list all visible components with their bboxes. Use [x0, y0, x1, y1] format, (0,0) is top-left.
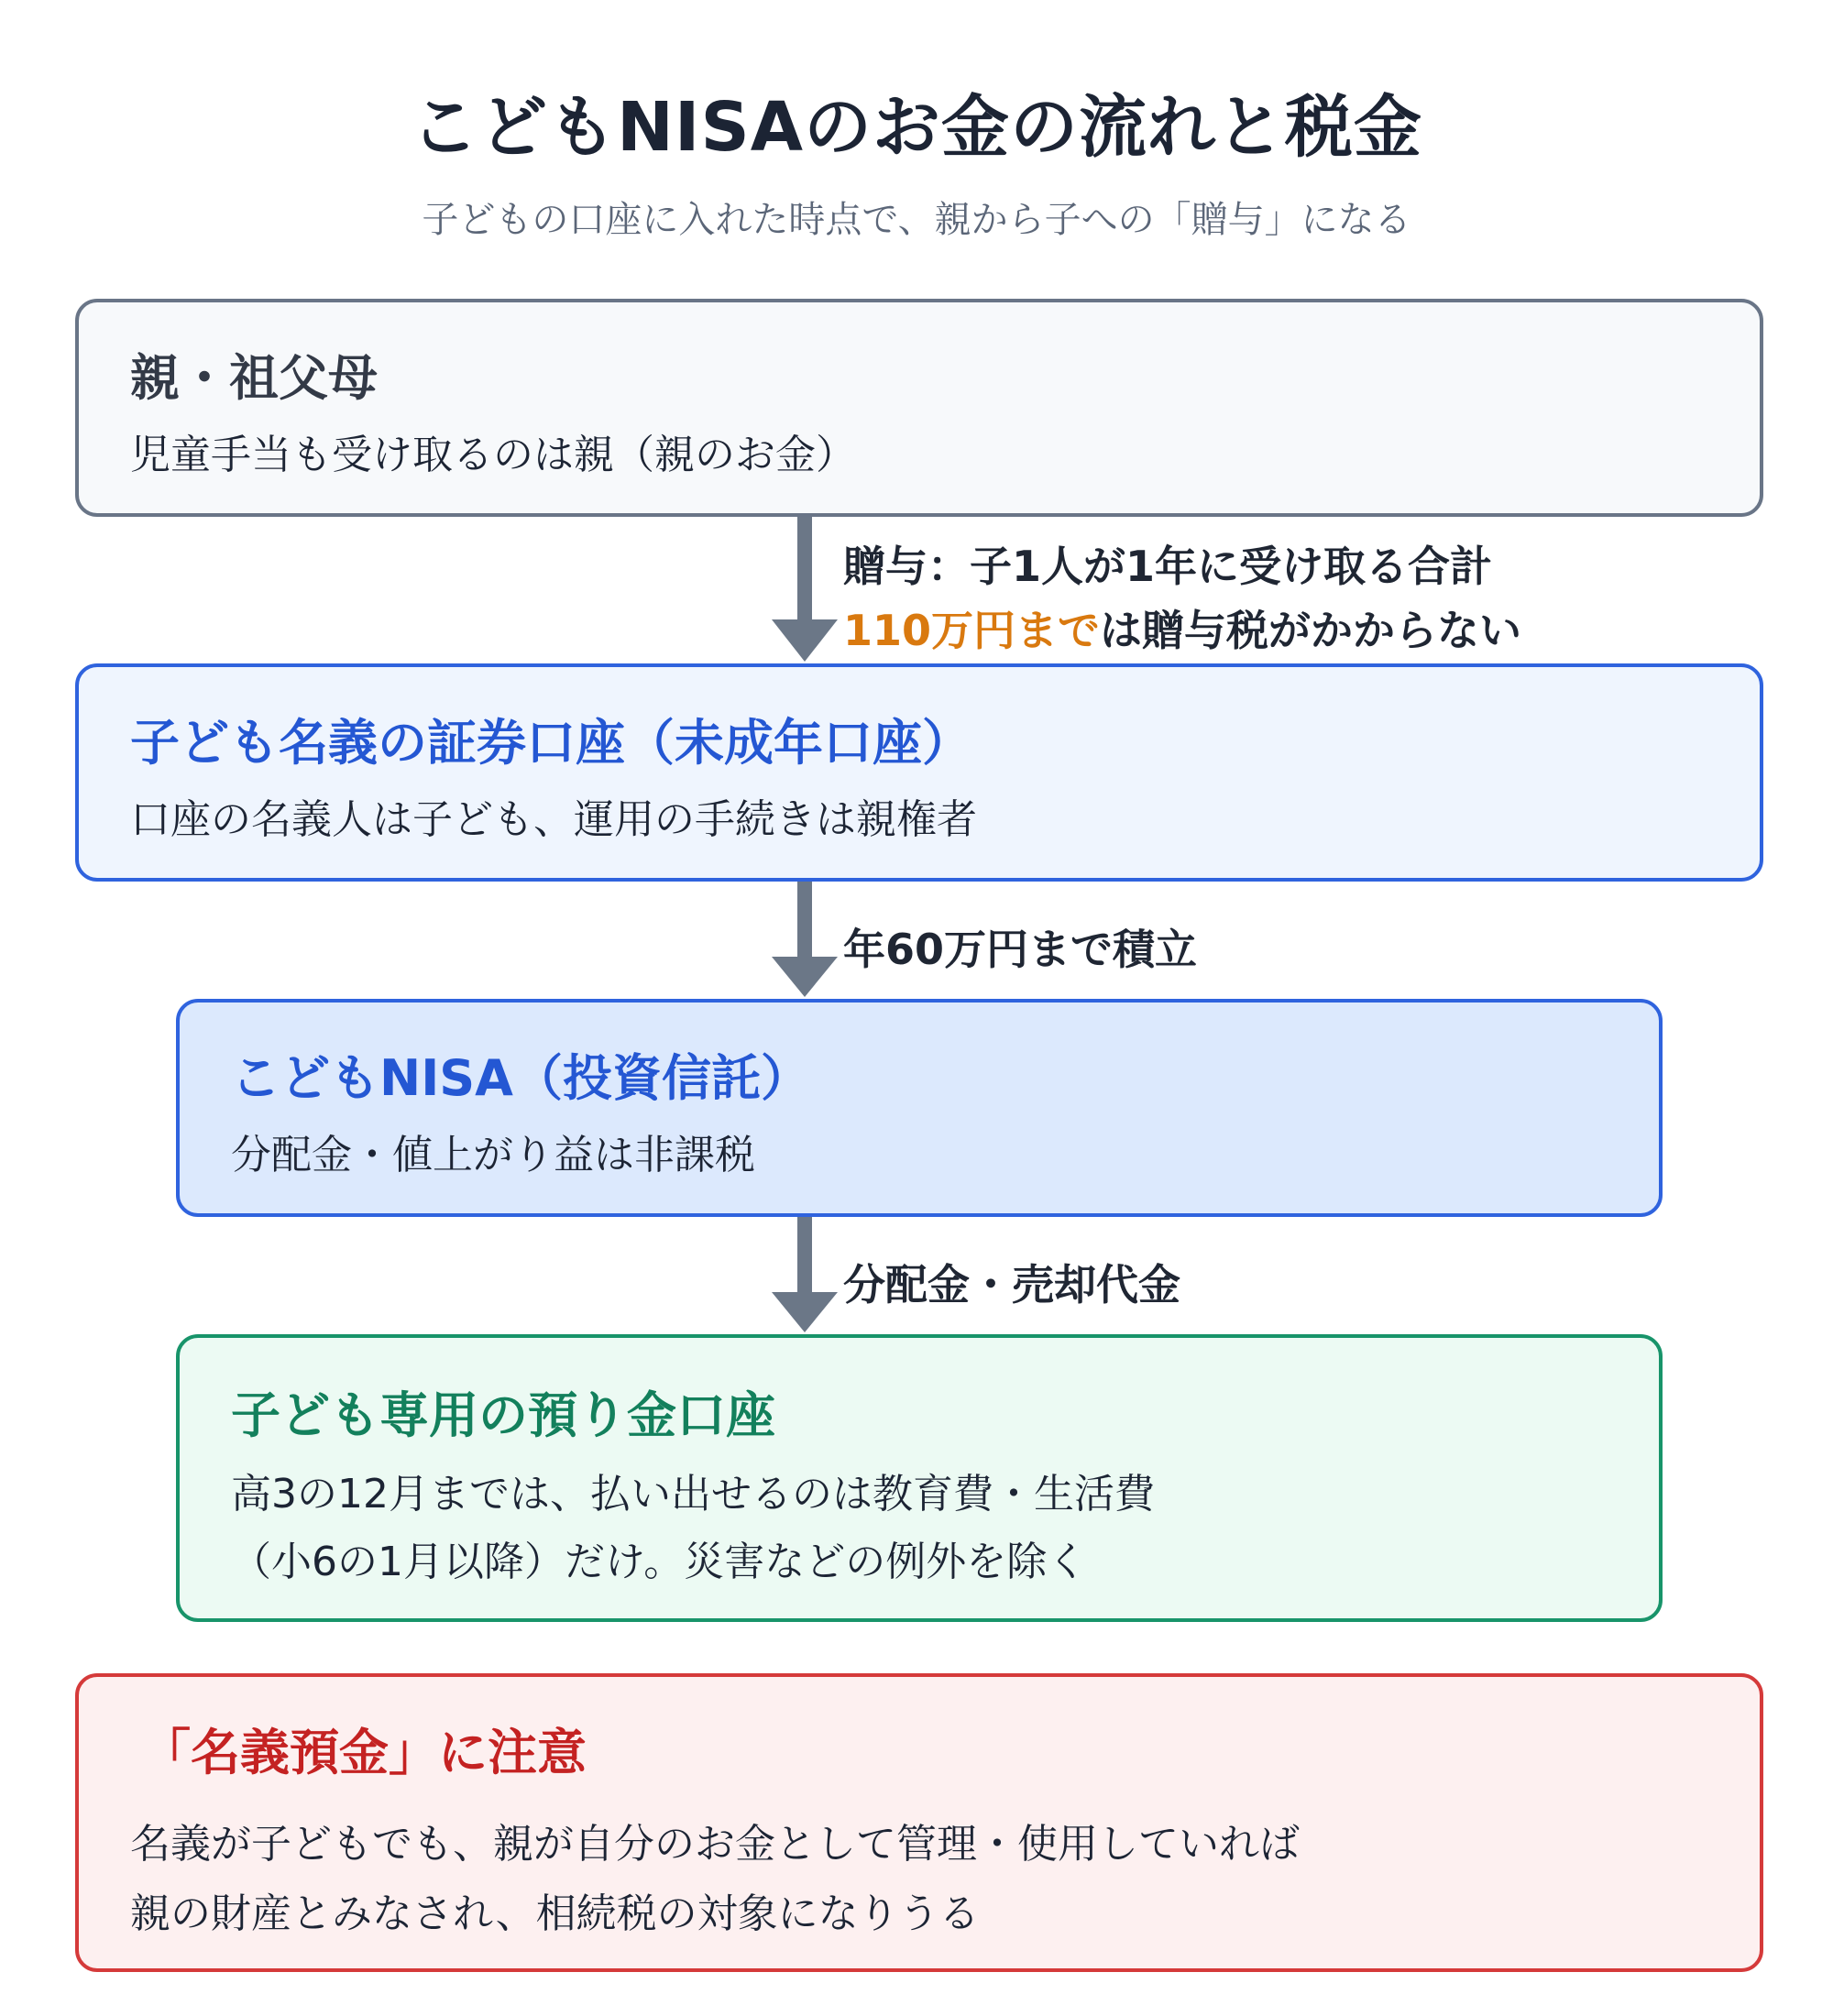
warning-text-line1: 名義が子どもでも、親が自分のお金として管理・使用していれば	[130, 1821, 1300, 1868]
gift-label-rest: は贈与税がかからない	[1100, 606, 1522, 655]
warning-text-line2: 親の財産とみなされ、相続税の対象になりうる	[130, 1890, 980, 1937]
deposit-text-line2: （小6の1月以降）だけ。災害などの例外を除く	[231, 1539, 1088, 1585]
parent-text: 児童手当も受け取るのは親（親のお金）	[130, 432, 856, 478]
parent-heading: 親・祖父母	[130, 349, 378, 407]
nisa-text: 分配金・値上がり益は非課税	[231, 1132, 755, 1178]
warning-box	[75, 1673, 1763, 1972]
child-account-heading: 子ども名義の証券口座（未成年口座）	[130, 714, 971, 772]
payout-label: 分配金・売却代金	[843, 1260, 1180, 1309]
gift-label-line2	[843, 597, 1521, 658]
contribution-label: 年60万円まで積立	[843, 925, 1198, 974]
child-account-box	[75, 663, 1763, 882]
gift-label-line1: 贈与：子1人が1年に受け取る合計	[843, 542, 1493, 591]
nisa-box	[176, 999, 1663, 1217]
page-subtitle: 子どもの口座に入れた時点で、親から子への「贈与」になる	[422, 199, 1411, 241]
child-account-text: 口座の名義人は子ども、運用の手続きは親権者	[130, 796, 977, 843]
nisa-heading: こどもNISA（投資信託）	[231, 1049, 810, 1107]
parent-box	[75, 299, 1763, 517]
payout-arrow	[768, 1217, 841, 1334]
gift-limit-highlight: 110万円まで	[843, 606, 1101, 655]
warning-heading: 「名義預金」に注意	[141, 1724, 587, 1781]
deposit-heading: 子ども専用の預り金口座	[231, 1386, 775, 1444]
deposit-account-box	[176, 1334, 1663, 1622]
gift-arrow	[768, 517, 841, 663]
deposit-text-line1: 高3の12月までは、払い出せるのは教育費・生活費	[231, 1471, 1155, 1517]
page-title: こどもNISAのお金の流れと税金	[410, 88, 1423, 167]
contribution-arrow	[768, 882, 841, 999]
